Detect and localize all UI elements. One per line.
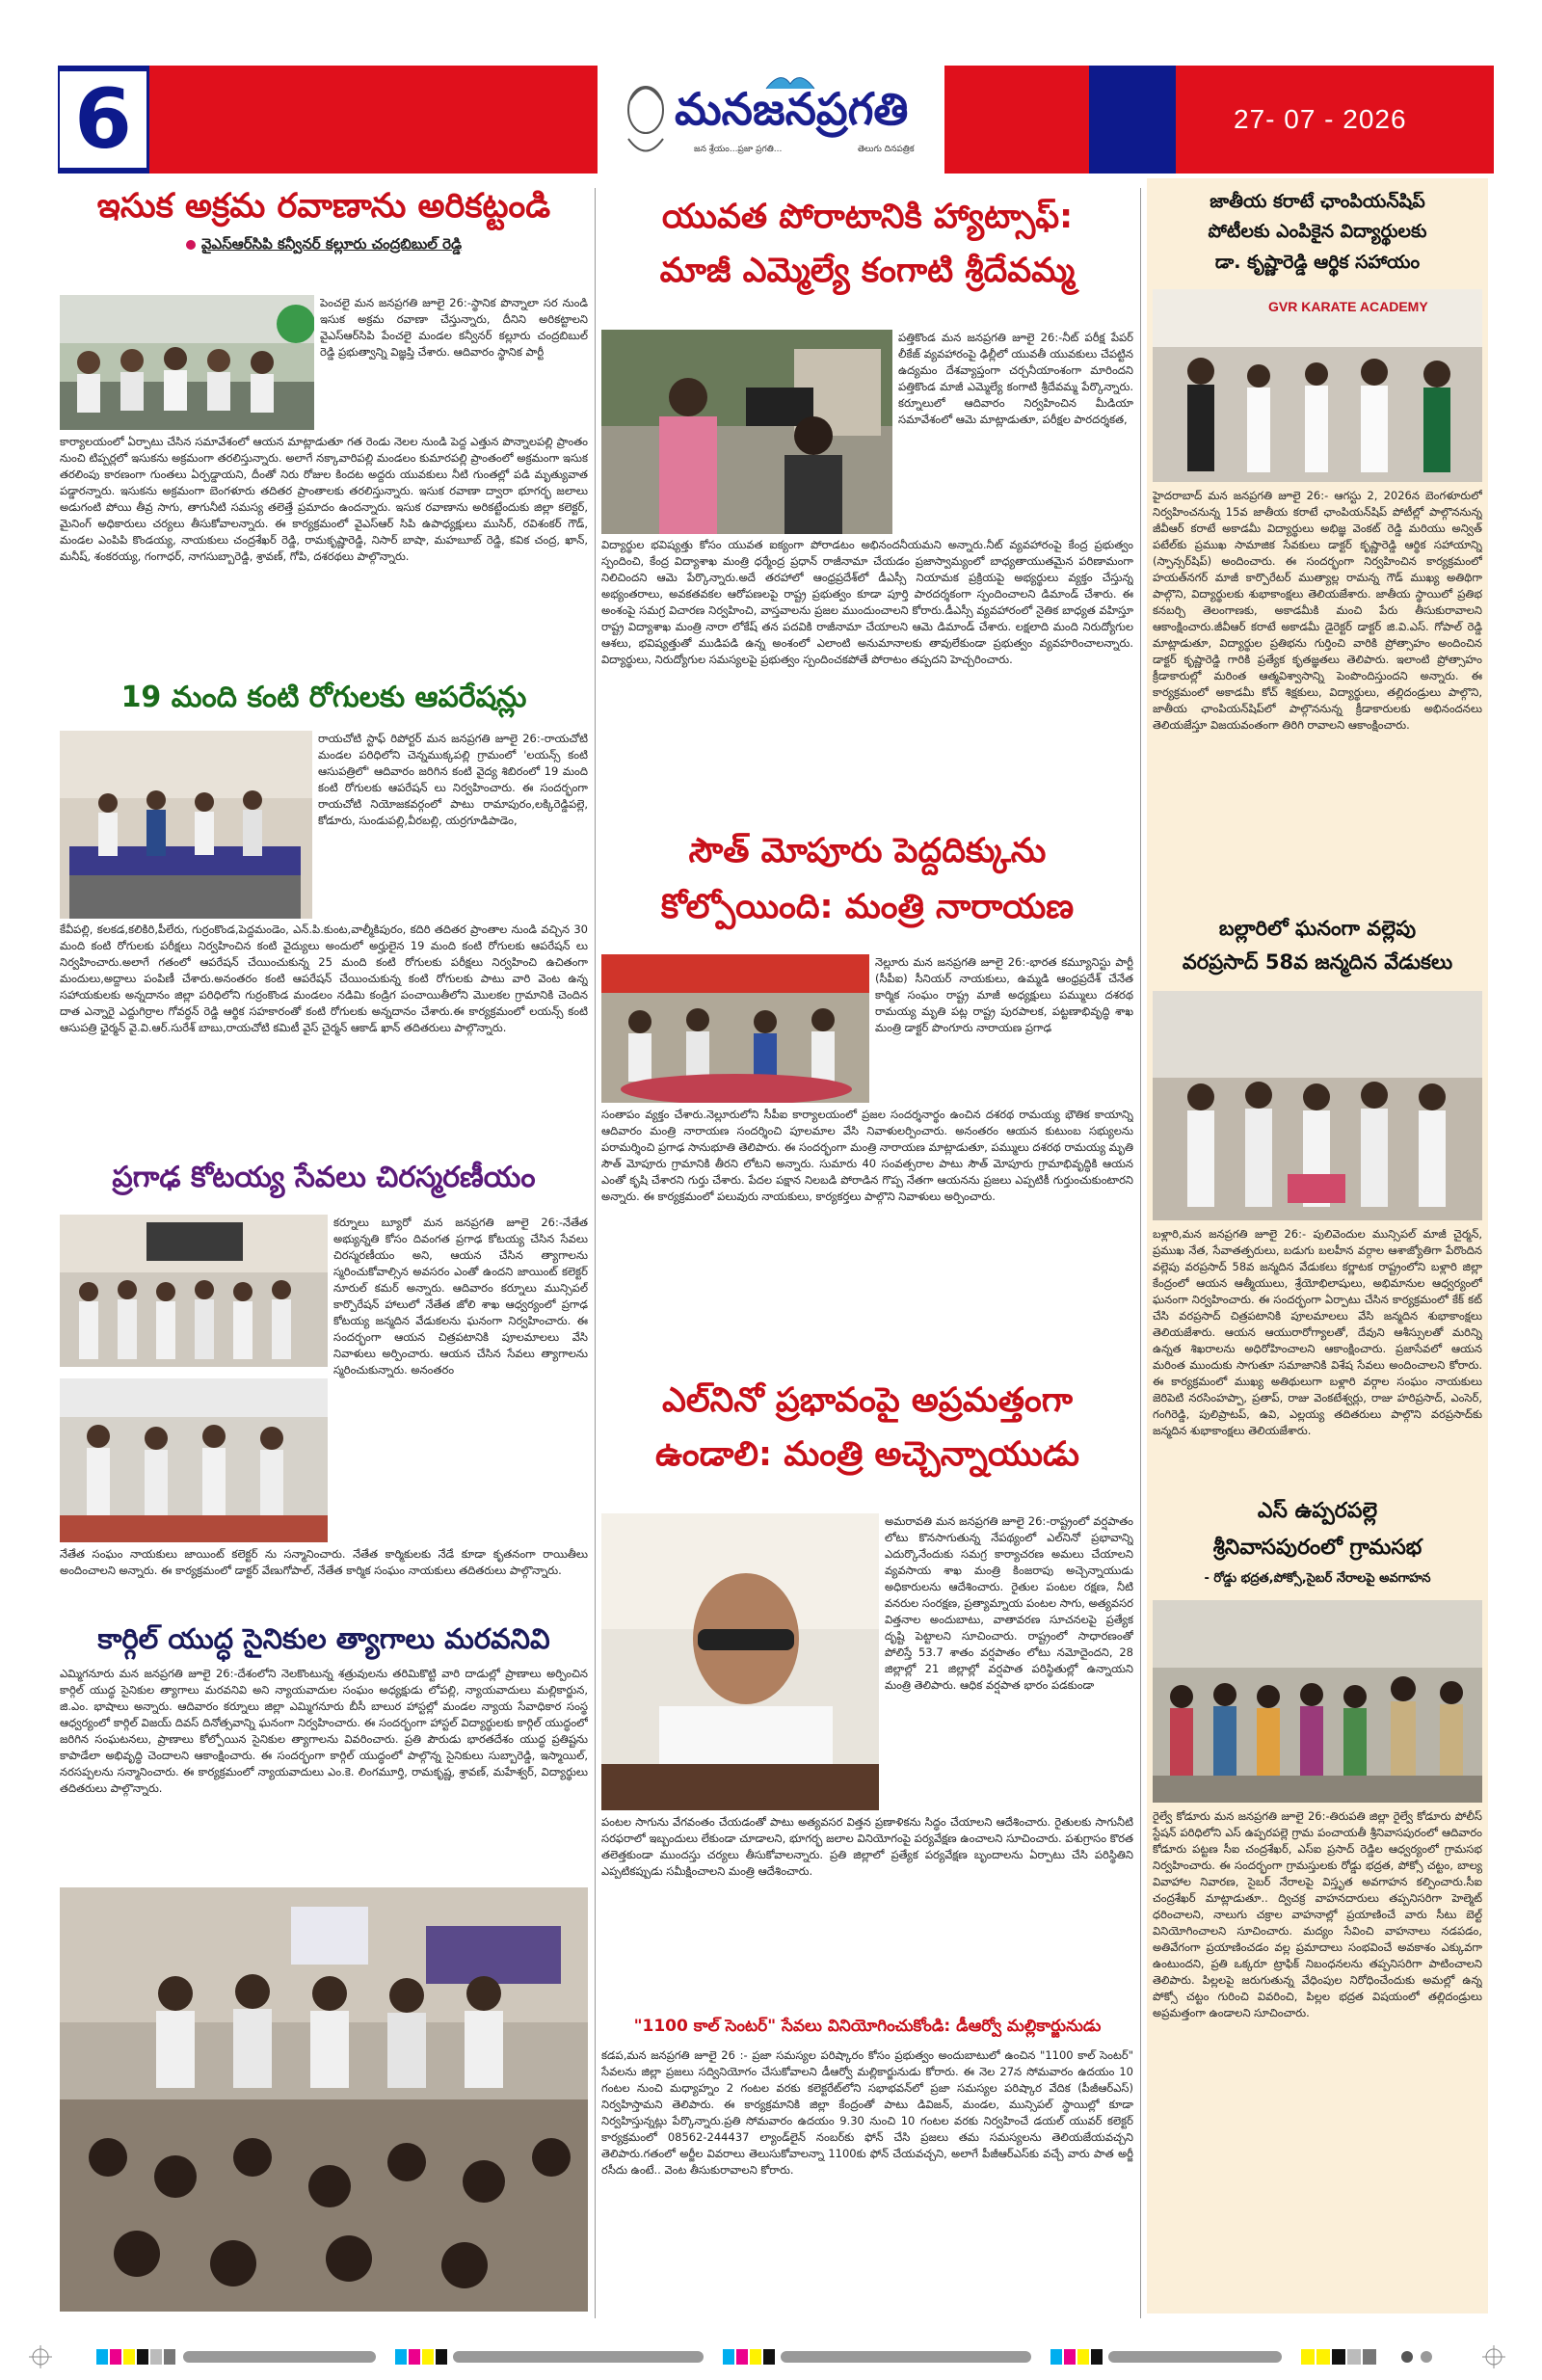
headline-kotaiah: ప్రగాఢ కోటయ్య సేవలు చిరస్మరణీయం — [112, 1161, 536, 1194]
column-divider — [1140, 188, 1141, 2318]
article-youth-body: విద్యార్థుల భవిష్యత్తు కోసం యువత ఐక్యంగా పోరాడటం అభినందనీయమని అన్నారు.నీట్ వ్యవహారంపై కేంద్ర ప్రభుత్వం స్పందించి, కేంద్ర విద్యాశాఖ మంత్రి ధర్మేంద్ర ప్రధాన్ రాజీనామా చేయడం ప్రజాస్వామ్యంలో బాధ్యతాయుతమైన పరిణామంగా నిలిచిందని ఆమె పేర్కొన్నారు.అదే తరహాలో ఆంధ్రప్రదేశ్‌లో డీఎస్సీ నియామక ప్రక్రియపై అభ్యర్థులు వ్యక్తం చేస్తున్న అభ్యంతరాలు, అవకతవకల ఆరోపణలపై రాష్ట్ర ప్రభుత్వం కూడా పూర్తి పారదర్శకంగా స్పందించాలని డిమాండ్ చేశారు. ఈ అంశంపై సమగ్ర విచారణ నిర్వహించి, వాస్తవాలను ప్రజల ముందుంచాలని కోరారు.డీఎస్సీ వ్యవహారంలో నైతిక బాధ్యత వహిస్తూ రాష్ట్ర విద్యాశాఖ మంత్రి నారా లోకేష్ తన పదవికి రాజీనామా చేయాలని ఆమె డిమాండ్ చేశారు. లక్షలాది మంది నిరుద్యోగుల ఆశలు, భవిష్యత్తుతో ముడిపడి ఉన్న అంశంలో ఎలాంటి అనుమానాలకు తావులేకుండా ప్రభుత్వం వ్యవహరించాలన్నారు. విద్యార్థులు, నిరుద్యోగుల సమస్యలపై ప్రభుత్వం స్పందించకపోతే పోరాటం తప్పదని హెచ్చరించారు. — [601, 538, 1133, 666]
headline-mopuru-line2: కోల్పోయింది: మంత్రి నారాయణ — [660, 888, 1075, 926]
photo-gramasabha-villagers — [1153, 1600, 1482, 1803]
article-sand-lead: పెంచలై మన జనప్రగతి జూలై 26:-స్థానిక పొన్నాలా సర నుండి ఇసుక అక్రమ రవాణా చేస్తున్నారు, దీనిని అరికట్టాలని వైఎస్‌ఆర్‌సిపి పేంచలై మండల కన్వీనర్ కల్లూరు చంద్రబిబుల్ రెడ్డి ప్రభుత్వాన్ని విజ్ఞప్తి చేశారు. ఆదివారం స్థానిక పార్టీ — [320, 296, 588, 359]
brand-name: మనజనప్రగతి — [675, 83, 909, 135]
village-meeting-photo — [1153, 1600, 1482, 1803]
photo-kotaiah-2 — [60, 1378, 328, 1542]
edition-date: 27- 07 - 2026 — [1234, 104, 1407, 134]
article-callcenter-body: కడప,మన జనప్రగతి జూలై 26 :- ప్రజా సమస్యల పరిష్కారం కోసం ప్రభుత్వం అందుబాటులో ఉంచిన "1100 కాల్ సెంటర్" సేవలను జిల్లా ప్రజలు సద్వినియోగం చేసుకోవాలని డీఆర్వో మల్లికార్జునుడు కోరారు. ఈ నెల 27న సోమవారం ఉదయం 10 గంటల నుంచి మధ్యాహ్నం 2 గంటల వరకు కలెక్టరేట్‌లోని సభాభవన్‌లో ప్రజా సమస్యల పరిష్కార వేదిక (పీజీఆర్ఎస్) నిర్వహిస్తామని తెలిపారు. ఈ కార్యక్రమానికి జిల్లా కేంద్రంతో పాటు డివిజన్, మండల, మున్సిపల్ స్థాయిల్లో కూడా నిర్వహిస్తున్నట్లు పేర్కొన్నారు.ప్రతి సోమవారం ఉదయం 9.30 నుంచి 10 గంటల వరకు నిర్వహించే డయల్ యువర్ కలెక్టర్ కార్యక్రమంలో 08562-244437 ల్యాండ్‌లైన్ నంబర్‌కు ఫోన్ చేసి ప్రజలు తమ సమస్యలను తెలియజేయవచ్చని తెలిపారు.గతంలో అర్జీల వివరాలు తెలుసుకోవాలన్నా 1100కు ఫోన్ చేయవచ్చని, అలాగే పీజీఆర్ఎస్‌కు వచ్చే వారు పాత అర్జీ రసీదు ఉంటే.. వెంట తీసుకురావాలని కోరారు. — [601, 2048, 1133, 2177]
byline-sand-text: వైఎస్ఆర్‌సిపి కన్వీనర్ కల్లూరు చంద్రబిబుల్ రెడ్డి — [200, 235, 463, 253]
headline-sand: ఇసుక అక్రమ రవాణాను అరికట్టండి — [96, 187, 551, 226]
article-kotaiah-lead: కర్నూలు బ్యూరో మన జనప్రగతి జూలై 26:-నేతేత అభ్యున్నతి కోసం దివంగత ప్రగాఢ కోటయ్య చేసిన సేవలు చిరస్మరణీయం అని, ఆయన చేసిన త్యాగాలను స్మరించుకోవాల్సిన అవసరం ఎంతో ఉందని జాయింట్ కలెక్టర్ నూరుల్ కమర్ అన్నారు. ఆదివారం కర్నూలు మున్సిపల్ కార్పొరేషన్ హాలులో నేతేత జోలి శాఖ ఆధ్వర్యంలో ప్రగాఢ కోటయ్య జన్మదిన వేడుకలను ఘనంగా నిర్వహించారు. ఈ సందర్భంగా ఆయన చిత్రపటానికి పూలమాలలు వేసి నివాళులు అర్పించారు. ఆయన చేసిన సేవలు త్యాగాలను స్మరించుకున్నారు. అనంతరం — [333, 1216, 588, 1377]
karate-academy-banner: GVR KARATE ACADEMY — [1268, 299, 1428, 314]
masthead-band-red-right — [944, 66, 1089, 174]
press-photo — [601, 330, 892, 534]
headline-birthday-line2: వరప్రసాద్ 58వ జన్మదిన వేడుకలు — [1182, 950, 1453, 974]
byline-sand — [60, 235, 588, 256]
article-eye-lead: రాయచోటి స్టాఫ్ రిపోర్టర్ మన జనప్రగతి జూలై 26:-రాయచోటి మండల పరిధిలోని చెన్నముక్కపల్లి గ్రామంలో 'లయన్స్ కంటి ఆసుపత్రిలో' ఆదివారం జరిగిన కంటి వైద్య శిబిరంలో 19 మంది కంటి రోగులకు ఆపరేషన్ లు నిర్వహించారు. ఈ సందర్భంగా రాయచోటి నియోజకవర్గంలో పాటు రామాపురం,లక్కిరెడ్డిపల్లె, కోడూరు, సుండుపల్లి,వీరబల్లి, యర్రగూడిపాడెం, — [318, 732, 588, 827]
headline-elnino-line2: ఉండాలి: మంత్రి అచ్చెన్నాయుడు — [654, 1435, 1080, 1474]
headline-kargil: కార్గిల్ యుద్ధ సైనికుల త్యాగాలు మరవనివి — [97, 1622, 550, 1655]
headline-karate-line1: జాతీయ కరాటే ఛాంపియన్‌షిప్ — [1210, 191, 1425, 212]
photo-elnino-minister — [601, 1513, 879, 1810]
article-elnino-lead: అమరావతి మన జనప్రగతి జూలై 26:-రాష్ట్రంలో వర్షపాతం లోటు కొనసాగుతున్న నేపథ్యంలో ఎల్‌నినో ప్రభావాన్ని ఎదుర్కొనేందుకు సమగ్ర కార్యాచరణ అమలు చేయాలని వ్యవసాయ శాఖ మంత్రి కింజరాపు అచ్చెన్నాయుడు అధికారులను ఆదేశించారు. రైతుల పంటల రక్షణ, నీటి వనరుల సంరక్షణ, ప్రత్యామ్నాయ పంటల సాగు, అత్యవసర విత్తనాల అందుబాటు, వాతావరణ సూచనలపై ప్రత్యేక దృష్టి పెట్టాలని సూచించారు. రాష్ట్రంలో సాధారణంతో పోలిస్తే 53.7 శాతం వర్షపాతం లోటు నమోదైందని, 28 జిల్లాల్లో 21 జిల్లాల్లో వర్షపాత పరిస్థితుల్లో ఉన్నాయని మంత్రి తెలిపారు. ఆధిక వర్షపాత భారం పడకుండా — [885, 1514, 1133, 1692]
headline-youth-line1: యువత పోరాటానికి హ్యాట్సాఫ్: — [661, 198, 1074, 236]
brand-subtagline: తెలుగు దినపత్రిక — [858, 145, 915, 154]
article-kotaiah-body: నేతేత సంఘం నాయకులు జాయింట్ కలెక్టర్ ను సన్మానించారు. నేతేత కార్మికులకు నేడే కూడా కృతనంగా రాయితీలు అందించాలని అన్నారు. ఈ కార్యక్రమంలో డాక్టర్ వేణుగోపాల్, నేతేత కార్మిక సంఘం నాయకులు తదితరులు పాల్గొన్నారు. — [60, 1547, 588, 1577]
celebration-photo — [1153, 991, 1482, 1220]
headline-elnino-line1: ఎల్‌నినో ప్రభావంపై అప్రమత్తంగా — [661, 1381, 1074, 1420]
masthead-band-blue-right — [1089, 66, 1176, 174]
masthead-logo — [617, 67, 935, 172]
headline-karate-line3: డా. కృష్ణారెడ్డి ఆర్థిక సహాయం — [1214, 252, 1421, 273]
article-mopuru-lead: నెల్లూరు మన జనప్రగతి జూలై 26:-భారత కమ్యూనిస్టు పార్టీ (సీపీఐ) సీనియర్ నాయకులు, ఉమ్మడి ఆంధ్రప్రదేశ్ చేనేత కార్మిక సంఘం రాష్ట్ర మాజీ అధ్యక్షులు పమ్ములు దశరథ రామయ్య మృతి పట్ల రాష్ట్ర పురపాలక, పట్టణాభివృద్ధి శాఖ మంత్రి డాక్టర్ పొంగూరు నారాయణ ప్రగాఢ — [875, 955, 1133, 1034]
article-gramasabha-body: రైల్వే కోడూరు మన జనప్రగతి జూలై 26:-తిరుపతి జిల్లా రైల్వే కోడూరు పోలీస్ స్టేషన్ పరిధిలోని ఎస్ ఉప్పరపల్లె గ్రామ పంచాయతీ శ్రీనివాసపురంలో ఆదివారం కోడూరు పట్టణ సీఐ చంద్రశేఖర్, ఎస్ఐ ప్రసాద్ రెడ్డిల ఆధ్వర్యంలో గ్రామసభ నిర్వహించారు. ఈ సందర్భంగా గ్రామస్తులకు రోడ్డు భద్రత, పోక్సో చట్టం, బాల్య వివాహాల నివారణ, సైబర్ నేరాలపై విస్తృత అవగాహన కల్పించారు.సీఐ చంద్రశేఖర్ మాట్లాడుతూ.. ద్విచక్ర వాహనదారులు తప్పనిసరిగా హెల్మెట్ ధరించాలని, నాలుగు చక్రాల వాహనాల్లో ప్రయాణించే వారు సీటు బెల్ట్ వినియోగించాలని సూచించారు. మద్యం సేవించి వాహనాలు నడపడం, అతివేగంగా ప్రయాణించడం వల్ల ప్రమాదాలు సంభవించే అవకాశం ఎక్కువగా ఉంటుందని, ప్రతి ఒక్కరూ ట్రాఫిక్ నిబంధనలను తప్పనిసరిగా పాటించాలని తెలిపారు. పిల్లలపై జరుగుతున్న వేధింపుల నిరోధించేందుకు అమల్లో ఉన్న పోక్సో చట్టం గురించి వివరించి, పిల్లల భద్రత విషయంలో తల్లిదండ్రులు అప్రమత్తంగా ఉండాలని సూచించారు. — [1153, 1809, 1482, 2019]
tribute-photo — [60, 1378, 328, 1542]
ceremony-photo — [60, 1215, 328, 1367]
article-youth-lead: పత్తికొండ మన జనప్రగతి జూలై 26:-నీట్ పరీక్ష పేపర్ లీకేజ్ వ్యవహారంపై ఢిల్లీలో యువతీ యువకులు చేపట్టిన ఉద్యమం దేశవ్యాప్తంగా చర్చనీయాంశంగా మారిందని పత్తికొండ మాజీ ఎమ్మెల్యే కంగాటి శ్రీదేవమ్మ పేర్కొన్నారు. కర్నూలులో ఆదివారం నిర్వహించిన మీడియా సమావేశంలో ఆమె మాట్లాడుతూ, పరీక్షల పారదర్శకత, — [898, 331, 1133, 426]
photo-kargil-hostel — [60, 1887, 588, 2312]
hospital-photo — [60, 731, 312, 919]
headline-eye: 19 మంది కంటి రోగులకు ఆపరేషన్లు — [120, 681, 527, 714]
photo-youth-media — [601, 330, 892, 534]
headline-callcenter: "1100 కాల్ సెంటర్" సేవలు వినియోగించుకోండి: డీఆర్వో మల్లికార్జునుడు — [633, 2017, 1102, 2036]
article-sand-body: కార్యాలయంలో ఏర్పాటు చేసిన సమావేశంలో ఆయన మాట్లాడుతూ గత రెండు నెలల నుండి పెద్ద ఎత్తున పొన్నాలపల్లి ప్రాంతం నుంచి టిప్పర్లలో ఇసుకను అక్రమంగా తరలిస్తున్నారు. అలాగే నక్కావారిపల్లి మండలం కుమారపల్లి ప్రాంతంలో అక్రమంగా ఇసుక తరలింపు కారణంగా గుంతలు ఏర్పడ్డాయని, దీంతో నిరు రోజుల కిందట అద్దరు యువకులు నీటి గుంతల్లో పడి మృత్యువాత పడ్డారన్నారు. ఇసుకను అక్రమంగా బెంగళూరు తదితర ప్రాంతాలకు తరలిస్తున్నారు. ఇసుక రవాణా ద్వారా భూగర్భ జలాలు అడుగంటి పోయి తీవ్ర సాగు, తాగునీటి సమస్య తలెత్తే ప్రమాదం ఉందన్నారు. ఇసుక రవాణాను అరికట్టేందుకు జిల్లా కలెక్టర్, మైనింగ్ అధికారులు చర్యలు తీసుకోవాలన్నారు. ఈ కార్యక్రమంలో వైఎస్‌ఆర్ సిపి ఉపాధ్యక్షులు ముసిర్, రవిశంకర్ గౌడ్, మండల ఎంపిపి కొండయ్య, నాయకులు చంద్రశేఖర్ రెడ్డి, రామకృష్ణారెడ్డి, నిసార్ బాషా, మహబూబ్ రెడ్డి, కవిక చంద్ర, ఖాన్, మనీష్, శంకరయ్య, గంగాధర్, నాగసుబ్బారెడ్డి, శ్రావణ్, గోపి, దశరథలు పాల్గొన్నారు. — [60, 435, 588, 563]
meeting-photo — [60, 295, 314, 430]
article-karate-body: హైదరాబాద్ మన జనప్రగతి జూలై 26:- ఆగస్టు 2, 2026న బెంగళూరులో నిర్వహించనున్న 15వ జాతీయ కరాటే ఛాంపియన్‌షిప్ పోటీల్లో పాల్గొననున్న జీవీఆర్ కరాటే అకాడమీ విద్యార్థులు అభిజ్ఞ వెంకట్ రెడ్డి మరియు అన్విత్ పటేల్‌కు ప్రముఖ సామాజిక సేవకులు డాక్టర్ కృష్ణారెడ్డి ఆర్థిక సహాయాన్ని (స్పాన్సర్‌షిప్) అందించారు. ఈ సందర్భంగా నిర్వహించిన కార్యక్రమంలో హయత్‌నగర్ మాజీ కార్పొరేటర్ ముత్యాల్ల రామన్న గౌడ్ ముఖ్య అతిథిగా పాల్గొని, విద్యార్థులకు శుభాకాంక్షలు తెలియజేశారు. జాతీయ స్థాయిలో ప్రతిభ కనబర్చి తెలంగాణకు, అకాడమీకి మంచి పేరు తీసుకురావాలని ఆకాంక్షించారు.జీవీఆర్ కరాటే అకాడమీ డైరెక్టర్ డాక్టర్ జి.వి.ఎస్. గోపాల్ రెడ్డి మాట్లాడుతూ, విద్యార్థుల ప్రతిభను గుర్తించి వారికి ప్రోత్సాహం అందించిన డాక్టర్ కృష్ణారెడ్డి గారికి ప్రత్యేక కృతజ్ఞతలు తెలిపారు. ఇలాంటి ప్రోత్సాహం క్రీడాకారుల్లో మరింత ఆత్మవిశ్వాసాన్ని పెంపొందిస్తుందని అన్నారు. ఈ కార్యక్రమంలో అకాడమీ కోచ్ శిక్షకులు, విద్యార్థులు, తల్లిదండ్రులు పాల్గొని, జాతీయ ఛాంపియన్‌షిప్‌లో పాల్గొననున్న క్రీడాకారులకు అభినందనలు తెలియజేస్తూ విజయవంతంగా తిరిగి రావాలని ఆకాంక్షించారు. — [1153, 489, 1482, 732]
headline-birthday-line1: బల్లారిలో ఘనంగా వల్లెపు — [1218, 917, 1417, 940]
hostel-gathering-photo — [60, 1887, 588, 2312]
photo-birthday-celebration — [1153, 991, 1482, 1220]
article-kargil-body: ఎమ్మిగనూరు మన జనప్రగతి జూలై 26:-దేశంలోని నెలకొంటున్న శత్రువులను తరిమికొట్టి వారి దాడుల్లో ప్రాణాలు అర్పించిన కార్గిల్ యుద్ధ సైనికుల త్యాగాలు మరవనివి అని న్యాయవాదుల సంఘం అధ్యక్షుడు లోపల్లి, న్యాయవాదులు మల్లికార్జున, జి.ఎం. భాషాలు అన్నారు. ఆదివారం కర్నూలు జిల్లా ఎమ్మిగనూరు బీసీ బాలుర హాస్టల్లో మండల న్యాయ సేవాధికార సంస్థ ఆధ్వర్యంలో కార్గిల్ విజయ్ దివస్ దినోత్సవాన్ని ఘనంగా నిర్వహించారు. ఈ సందర్భంగా హాస్టల్ విద్యార్థులకు కార్గిల్ యుద్ధంలో జరిగిన సంఘటనలు, ప్రాణాలు కోల్పోయిన సైనికుల త్యాగాలను వివరించారు. ప్రతి పౌరుడు భారతదేశం యుద్ధ ప్రతిష్టను కాపాడేలా అభివృద్ధి చెందాలని ఆకాంక్షించారు. ఈ సందర్భంగా కార్గిల్ యుద్ధంలో పాల్గొన్న సైనికులు సుబ్బారెడ్డి, ఇస్మాయిల్, నరసప్పలను సన్మానించారు. ఈ కార్యక్రమంలో న్యాయవాదులు ఎం.కె. లింగమూర్తి, రామకృష్ణ, శ్రావణ్, మహేశ్వర్, విద్యార్థులు తదితరులు పాల్గొన్నారు. — [60, 1667, 588, 1795]
article-birthday-body: బళ్లారి,మన జనప్రగతి జూలై 26:- పులివెందుల మున్సిపల్ మాజీ చైర్మన్, ప్రముఖ నేత, సేవాతత్పరులు, బడుగు బలహీన వర్గాల ఆశాజ్యోతిగా పేరొందిన వల్లెపు వరప్రసాద్ 58వ జన్మదిన వేడుకలు కర్ణాటక రాష్ట్రంలోని బళ్లారి జిల్లా కేంద్రంలో ఆయన ఆత్మీయులు, శ్రేయోభిలాషులు, అభిమానుల ఆధ్వర్యంలో ఘనంగా నిర్వహించారు. ఈ సందర్భంగా ఏర్పాటు చేసిన కార్యక్రమంలో కేక్ కట్ చేసి వరప్రసాద్ చిత్రపటానికి పూలమాలలు వేసి జన్మదిన శుభాకాంక్షలు తెలియజేశారు. ఆయన ఆయురారోగ్యాలతో, దేవుని ఆశీస్సులతో మరిన్ని ఉన్నత శిఖరాలను అధిరోహించాలని ఆకాంక్షించారు. ప్రజాసేవలో ఆయన మరింత ముందుకు సాగుతూ సమాజానికి విశేష సేవలు అందించాలని కోరారు. ఈ కార్యక్రమంలో ముఖ్య అతిథులుగా బళ్లారి వర్గాల సంఘం నాయకులు జెరిపెటి నరసింహప్పా, ప్రతాప్, రాజు వెంకటేశ్వర్లు, రాజు హరిప్రసాద్, ఎంసెర్, గంగిరెడ్డి, పులిప్రాటప్, ఉవి, ఎల్లయ్య తదితరులు పాల్గొని వరప్రసాద్‌కు జన్మదిన శుభాకాంక్షలు తెలియజేశారు. — [1153, 1227, 1482, 1437]
minister-portrait-photo — [601, 1513, 879, 1810]
brand-tagline: జన శ్రేయం...ప్రజా ప్రగతి... — [694, 145, 783, 154]
column-divider — [595, 188, 596, 2318]
bullet-icon — [186, 240, 196, 250]
print-registration-bar — [29, 2338, 1513, 2376]
article-mopuru-body: సంతాపం వ్యక్తం చేశారు.నెల్లూరులోని సీపీఐ కార్యాలయంలో ప్రజల సందర్శనార్థం ఉంచిన దశరథ రామయ్య భౌతిక కాయాన్ని ఆదివారం మంత్రి నారాయణ సందర్శించి పూలమాల వేసి నివాళులర్పించారు. అనంతరం ఆయన కుటుంబ సభ్యులను పరామర్శించి ప్రగాఢ సానుభూతి తెలిపారు. ఈ సందర్భంగా మంత్రి నారాయణ మాట్లాడుతూ, పమ్ములు దశరథ రామయ్య మృతి సౌత్ మోపూరు గ్రామానికి తీరని లోటని అన్నారు. సుమారు 40 సంవత్సరాల పాటు సౌత్ మోపూరు గ్రామాభివృద్ధికి ఆయన ఎంతో కృషి చేశారని గుర్తు చేశారు. పేదల పక్షాన నిలబడి పోరాడిన గొప్ప నేతగా ఆయనను ప్రజలు ఎప్పటికీ గుర్తుంచుకుంటారని అన్నారు. ఈ కార్యక్రమంలో పలువురు నాయకులు, కార్యకర్తలు పాల్గొని నివాళులు అర్పించారు. — [601, 1108, 1133, 1203]
photo-karate-academy — [1153, 289, 1482, 482]
headline-youth-line2: మాజీ ఎమ్మెల్యే కంగాటి శ్రీదేవమ్మ — [659, 252, 1076, 290]
subhead-gramasabha: - రోడ్డు భద్రత,పోక్సో,సైబర్ నేరాలపై అవగాహన — [1204, 1571, 1431, 1586]
logo-portrait-icon — [619, 71, 672, 168]
photo-mopuru-tribute — [601, 954, 869, 1103]
article-eye-body: కేవీపల్లి, కలకడ,కలికిరి,పీలేరు, గుర్రంకొండ,పెద్దమండెం, ఎన్.పి.కుంట,వాల్మీకిపురం, కదిరి తదితర ప్రాంతాల నుండి వచ్చిన 30 మంది కంటి రోగులకు పరీక్షలు నిర్వహించిన కంటి వైద్యులు అందులో అర్హులైన 19 మంది కంటి రోగులకు ఆపరేషన్ లు నిర్వహించారు.అలాగే గతంలో ఆపరేషన్ చేయించుకున్న 25 మంది కంటి రోగులకు పరీక్షలు నిర్వహించి ఉచితంగా మందులు,అద్దాలు పంపిణీ చేశారు.అనంతరం కంటి ఆపరేషన్ చేయించుకున్న కంటి రోగులకు పాటు వారి వెంట ఉన్న సహాయకులకు అన్నదానం జిల్లా పరిధిలోని గుర్రంకొండ మండలం నడిమి కండ్రిగ పంచాయితీలోని మొలకల గ్రామానికి చెందిన దాత ఎన్నారై ఎద్దుగిర్రాల గోవర్ధన్ రెడ్డి ఆర్థిక సహకారంతో కంటి రోగులకు అన్నదానం చేశారు.ఈ కార్యక్రమంలో లయన్స్ కంటి ఆసుపత్రి ఛైర్మన్ వై.వి.ఆర్.సురేశ్ బాబు,రాయచోటి కమిటీ వైస్ చైర్మన్ ఆకాడ్ ఖాన్ తదితరులు పాల్గొన్నారు. — [60, 923, 588, 1034]
photo-sand-meeting — [60, 295, 314, 430]
headline-karate-line2: పోటీలకు ఎంపికైన విద్యార్థులకు — [1208, 221, 1427, 242]
headline-gramasabha-line2: శ్రీనివాసపురంలో గ్రామసభ — [1212, 1536, 1422, 1560]
headline-gramasabha-line1: ఎస్ ఉప్పరపల్లె — [1257, 1499, 1378, 1523]
headline-mopuru-line1: సౌత్ మోపూరు పెద్దదిక్కును — [688, 832, 1047, 870]
article-elnino-body: పంటల సాగును వేగవంతం చేయడంతో పాటు అత్యవసర విత్తన ప్రణాళికను సిద్ధం చేయాలని ఆదేశించారు. రైతులకు సాగునీటి సరఫరాలో ఇబ్బందులు లేకుండా చూడాలని, భూగర్భ జలాల వినియోగంపై పర్యవేక్షణ ఉంచాలని సూచించారు. పశుగ్రాసం కొరత తలెత్తకుండా ముందస్తు చర్యలు తీసుకోవాలన్నారు. ప్రతి జిల్లాలో ప్రత్యేక పర్యవేక్షణ బృందాలను ఏర్పాటు చేసి పరిస్థితిని ఎప్పటికప్పుడు సమీక్షించాలని మంత్రి ఆదేశించారు. — [601, 1815, 1133, 1878]
photo-kotaiah-1 — [60, 1215, 328, 1367]
karate-photo — [1153, 289, 1482, 482]
masthead-band-red-left — [149, 66, 612, 174]
page-number: 6 — [60, 71, 146, 168]
photo-eye-camp — [60, 731, 312, 919]
tribute-tent-photo — [601, 954, 869, 1103]
